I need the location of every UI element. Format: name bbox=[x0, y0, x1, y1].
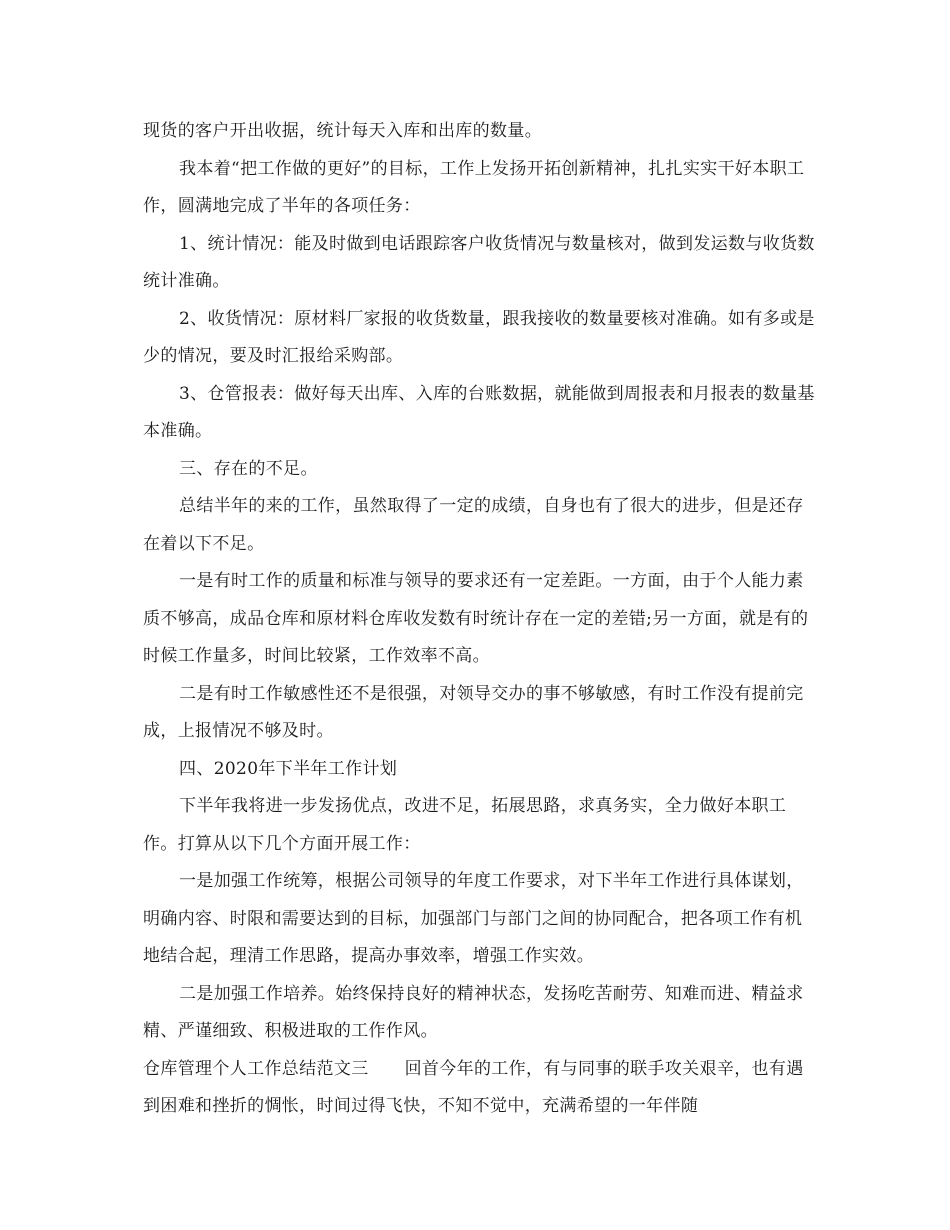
paragraph-7: 总结半年的来的工作，虽然取得了一定的成绩，自身也有了很大的进步，但是还存在着以下不足。 bbox=[143, 496, 804, 554]
paragraph-9: 二是有时工作敏感性还不是很强，对领导交办的事不够敏感，有时工作没有提前完成，上报情况不够及时。 bbox=[143, 683, 804, 741]
paragraph-8: 一是有时工作的质量和标准与领导的要求还有一定差距。一方面，由于个人能力素质不够高，成品仓库和原材料仓库收发数有时统计存在一定的差错;另一方面，就是有的时候工作量多，时间比较紧，工作效率不高。 bbox=[143, 571, 809, 666]
paragraph-11: 下半年我将进一步发扬优点，改进不足，拓展思路，求真务实，全力做好本职工作。打算从以下几个方面开展工作： bbox=[143, 796, 787, 854]
section-text: 回首今年的工作，有与同事的联手攻关艰辛，也有遇到困难和挫折的惆怅，时间过得飞快，不知不觉中，充满希望的一年伴随 bbox=[143, 1058, 804, 1116]
heading-shortcomings: 三、存在的不足。 bbox=[179, 458, 318, 479]
paragraph-2: 我本着“把工作做的更好”的目标，工作上发扬开拓创新精神，扎扎实实干好本职工作，圆满地完成了半年的各项任务： bbox=[143, 158, 805, 216]
section-paragraph bbox=[143, 1051, 815, 1126]
heading-work-plan: 四、2020年下半年工作计划 bbox=[179, 758, 398, 779]
section-title: 仓库管理个人工作总结范文三 bbox=[143, 1058, 369, 1079]
paragraph-12: 一是加强工作统筹，根据公司领导的年度工作要求，对下半年工作进行具体谋划，明确内容、时限和需要达到的目标，加强部门与部门之间的协同配合，把各项工作有机地结合起，理清工作思路，提高办事效率，增强工作实效。 bbox=[143, 871, 804, 966]
paragraph-3: 1、统计情况：能及时做到电话跟踪客户收货情况与数量核对，做到发运数与收货数统计准确。 bbox=[143, 233, 815, 291]
paragraph-5: 3、仓管报表：做好每天出库、入库的台账数据，就能做到周报表和月报表的数量基本准确。 bbox=[143, 383, 815, 441]
document-body bbox=[143, 113, 815, 1126]
paragraph-13: 二是加强工作培养。始终保持良好的精神状态，发扬吃苦耐劳、知难而进、精益求精、严谨细致、积极进取的工作作风。 bbox=[143, 983, 804, 1041]
paragraph-1: 现货的客户开出收据，统计每天入库和出库的数量。 bbox=[143, 121, 543, 141]
paragraph-4: 2、收货情况：原材料厂家报的收货数量，跟我接收的数量要核对准确。如有多或是少的情况，要及时汇报给采购部。 bbox=[143, 308, 815, 366]
